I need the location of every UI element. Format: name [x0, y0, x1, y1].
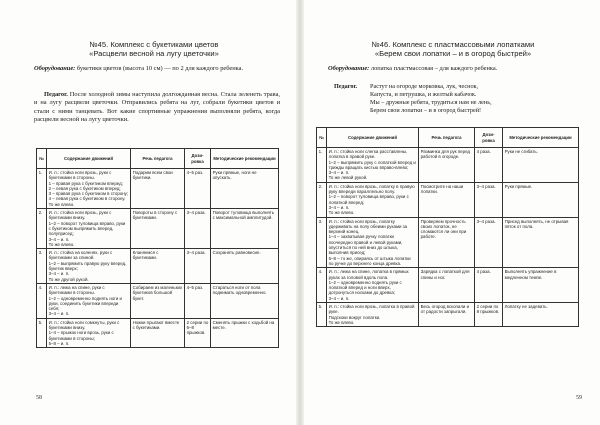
table-row — [37, 209, 279, 249]
dosage-cell: 4 раза. — [475, 148, 503, 183]
movement-step: То же влево. — [48, 201, 75, 207]
left-title-line-2: «Расцвели весной на лугу цветочки» — [89, 49, 219, 59]
dosage-cell: 3–4 раза. — [475, 182, 503, 217]
table-row — [317, 217, 579, 268]
movement-step: 1–2 – поворот туловища вправо, руки с лопаткой вперед; — [328, 194, 409, 205]
col-header-dosage: Дози-ровка — [185, 149, 211, 169]
movement-step: То же влево. — [328, 319, 355, 325]
table-row — [37, 249, 279, 284]
method-recommendation-cell: Выполнять упражнение в медленном темпе. — [503, 268, 579, 303]
movement-step: 3–4 – и. п. — [328, 170, 350, 176]
poem-line: Мы – дружные ребята, трудиться нам не лень, — [370, 99, 492, 107]
row-number-cell: 3. — [317, 217, 327, 268]
movement-step: И. п.: стойка ноги слегка расставлены, лопатка в правой руке. — [328, 149, 408, 160]
left-equipment-text: букетики цветов (высота 10 см) — по 2 для каждого ребенка. — [75, 65, 244, 72]
movement-step: 2 – левая рука с букетиком вперед; — [48, 185, 121, 191]
dosage-cell: 3–4 раза. — [475, 217, 503, 268]
table-row — [317, 182, 579, 217]
col-header-content: Содержание движений — [327, 128, 419, 148]
movement-step: 1–2 – одновременно поднять руки с лопаткой вперед и ноги вверх, дотронуться носками до древка; — [328, 279, 402, 296]
row-number-cell: 2. — [317, 182, 327, 217]
movement-content-cell — [327, 303, 419, 327]
movement-step: И. п.: стойка ноги врозь, лопатку в правую руку впереди параллельно полу. — [328, 183, 415, 195]
movement-step: И. п.: стойка на коленях, руки с букетиками за спиной. — [48, 250, 113, 261]
left-equipment — [34, 65, 280, 73]
method-recommendation-cell: Лопатку не задевать. — [503, 303, 579, 327]
method-recommendation-cell: Руки прямые. — [503, 182, 579, 217]
dosage-cell: 3–4 раза. — [185, 249, 211, 284]
movement-step: И. п.: стойка ноги врозь, лопатку удерживать на полу обеими руками за верхний конец. — [328, 218, 408, 235]
left-exercise-table — [36, 148, 279, 348]
teacher-speech-cell: Кланяемся с букетиками. — [131, 249, 185, 284]
method-recommendation-cell: Поворот туловища выполнять с максимальной амплитудой. — [211, 209, 279, 249]
right-equipment-text: лопатка пластмассовая – для каждого ребенка. — [369, 65, 498, 72]
right-title-line-2: «Берем свои лопатки – и в огород быстрей» — [374, 49, 532, 59]
right-exercise-table — [316, 127, 579, 327]
col-header-dosage: Дози-ровка — [475, 128, 503, 148]
movement-step: И. п.: стойка ноги врозь, лопатка в правой руке. — [328, 304, 415, 315]
teacher-speech-cell: Подарим всем свои букетики. — [131, 169, 185, 209]
movement-content-cell — [47, 318, 131, 347]
movement-step: И. п.: лежа на спине, руки с букетиками в стороны. — [48, 284, 105, 296]
dosage-cell: 2 серии по 6–8 прыжков. — [185, 318, 211, 347]
teacher-speech-cell: Весь огород вскопали и от радости запрыгали. — [419, 303, 475, 327]
movement-step: 4 – левая рука с букетиком в сторону. — [48, 196, 126, 202]
movement-step: То же левой рукой. — [328, 175, 368, 181]
teacher-speech-cell: Собираем из маленьких букетиков большой букет. — [131, 283, 185, 318]
movement-step: То же влево. — [48, 241, 75, 247]
movement-step: 3–4 – и. п. — [48, 236, 70, 242]
left-page-number: 58 — [36, 395, 42, 401]
left-teacher-paragraph — [34, 91, 280, 125]
table-row — [317, 148, 579, 183]
row-number-cell: 2. — [37, 209, 47, 249]
dosage-cell: 2 серии по 8 прыжков. — [475, 303, 503, 327]
movement-content-cell — [47, 283, 131, 318]
left-page-title — [34, 40, 274, 59]
dosage-cell: 4–5 раз. — [185, 283, 211, 318]
right-title-line-1: №46. Комплекс с пластмассовыми лопатками — [371, 40, 535, 49]
teacher-speech-cell: Проверяем прочность своих лопаток, не сломаются ли они при работе. — [419, 217, 475, 268]
right-page — [304, 0, 600, 425]
movement-step: 5–8 – то же, опираясь от штыка лопатки по ручке до верхнего конца древка. — [328, 255, 411, 266]
movement-content-cell — [47, 249, 131, 284]
left-title-line-1: №45. Комплекс с букетиками цветов — [89, 40, 219, 49]
movement-step: 3 – правая рука с букетиком в сторону; — [48, 191, 129, 197]
row-number-cell: 3. — [37, 249, 47, 284]
method-recommendation-cell: Сохранять равновесие. — [211, 249, 279, 284]
movement-content-cell — [327, 148, 419, 183]
left-equipment-label: Оборудование: — [34, 65, 76, 72]
col-header-speech: Речь педагога — [419, 128, 475, 148]
movement-step: 1–2 – поворот туловища вправо, руки с букетиком выпрямить вперед, полуприсед; — [48, 220, 126, 237]
poem-line: Капуста, и петрушка, и желтый кабачок. — [370, 91, 477, 99]
movement-step: 5–8 – и. п. — [48, 340, 70, 346]
teacher-speech-cell: Зарядка с лопаткой для спины и ног. — [419, 268, 475, 303]
right-page-number: 59 — [576, 395, 582, 401]
movement-step: 1–4 – прыжок ноги врозь, руки с букетиками в стороны; — [48, 330, 114, 341]
movement-content-cell — [327, 217, 419, 268]
right-teacher-poem — [334, 83, 584, 123]
movement-step: И. п.: лежа на спине, лопатка в прямых руках за головой вдоль пола. — [328, 269, 409, 280]
movement-step: Подскоки вокруг лопатки. — [328, 314, 381, 320]
row-number-cell: 5. — [317, 303, 327, 327]
movement-step: 3–4 – и. п. — [48, 271, 70, 277]
method-recommendation-cell: Сменять прыжки с ходьбой на месте. — [211, 318, 279, 347]
method-recommendation-cell: Руки прямые, ноги не опускать. — [211, 169, 279, 209]
movement-step: 1–2 – выпрямить руку с лопаткой вперед и трижды вращать кистью вправо-влево; — [328, 159, 416, 170]
row-number-cell: 4. — [317, 268, 327, 303]
left-teacher-text: После холодной зимы наступила долгожданная весна. Стала зеленеть трава, и на лугу расцвели цветочки. Отправились ребята на луг, собрали букетики цветов и стали с ними танцевать. Вот какие спортивные упражнения выполняли ребята, когда расцвели весной на лугу цветочки. — [34, 91, 280, 124]
right-page-title — [328, 40, 578, 59]
col-header-speech: Речь педагога — [131, 149, 185, 169]
left-teacher-label: Педагог. — [44, 91, 68, 98]
teacher-speech-cell: Посмотрите на наши лопатки. — [419, 182, 475, 217]
col-header-number: № — [317, 128, 327, 148]
col-header-method: Методические рекомендации — [211, 149, 279, 169]
poem-lines — [370, 83, 600, 115]
table-row — [37, 318, 279, 347]
method-recommendation-cell: Присед выполнять, не отрывая пяток от пола. — [503, 217, 579, 268]
teacher-speech-cell: Повороты в сторону с букетиками. — [131, 209, 185, 249]
movement-step: 1–2 – одновременно поднять ноги и руки, соединить букетики впереди себя; — [48, 295, 122, 312]
row-number-cell: 4. — [37, 283, 47, 318]
row-number-cell: 5. — [37, 318, 47, 347]
col-header-content: Содержание движений — [47, 149, 131, 169]
movement-step: 3–4 – и. п. — [48, 311, 70, 317]
table-row — [317, 268, 579, 303]
movement-step: 3–4 – и. п. — [328, 204, 350, 210]
table-row — [37, 169, 279, 209]
table-header-row — [317, 128, 579, 148]
table-header-row — [37, 149, 279, 169]
table-row — [317, 303, 579, 327]
row-number-cell: 1. — [37, 169, 47, 209]
poem-line: Берем свои лопатки – и в огород быстрей! — [370, 107, 482, 115]
movement-step: И. п.: стойка ноги сомкнуты, руки с букетиками внизу. — [48, 319, 120, 331]
movement-step: То же влево. — [328, 210, 355, 216]
movement-step: То же другой рукой. — [48, 276, 89, 282]
teacher-speech-cell: Ножки прыгают вместе с букетиками. — [131, 318, 185, 347]
left-page — [0, 0, 296, 425]
dosage-cell: 4 раза. — [475, 268, 503, 303]
method-recommendation-cell: Руки не сгибать. — [503, 148, 579, 183]
dosage-cell: 3–4 раза. — [185, 209, 211, 249]
right-equipment-label: Оборудование: — [328, 65, 370, 72]
movement-step: 3–4 – и. п. — [328, 295, 350, 301]
col-header-number: № — [37, 149, 47, 169]
movement-content-cell — [327, 268, 419, 303]
teacher-speech-cell: Разминка для рук перед работой в огороде. — [419, 148, 475, 183]
movement-step: 1 – правая рука с букетиком вперед; — [48, 180, 123, 186]
poem-line: Растут на огороде морковка, лук, чеснок, — [370, 83, 479, 90]
row-number-cell: 1. — [317, 148, 327, 183]
movement-step: 1–4 – захватывая ручку лопатки поочередно правой и левой руками, опуститься по ней вниз до штыка, выполнив присед; — [328, 234, 403, 256]
movement-content-cell — [47, 169, 131, 209]
dosage-cell: 4–5 раз. — [185, 169, 211, 209]
movement-content-cell — [327, 182, 419, 217]
movement-content-cell — [47, 209, 131, 249]
movement-step: И. п.: стойка ноги врозь, руки с букетиками в стороны. — [48, 170, 112, 181]
method-recommendation-cell: Стараться ноги от пола поднимать одновременно. — [211, 283, 279, 318]
col-header-method: Методические рекомендации — [503, 128, 579, 148]
book-gutter — [296, 0, 304, 425]
movement-step: 1–2 – выпрямить правую руку вперед, букетик вверх; — [48, 260, 127, 272]
right-equipment — [328, 65, 578, 73]
right-teacher-label: Педагог. — [334, 83, 358, 90]
movement-step: И. п.: стойка ноги врозь, руки с букетиками внизу. — [48, 210, 112, 221]
table-row — [37, 283, 279, 318]
